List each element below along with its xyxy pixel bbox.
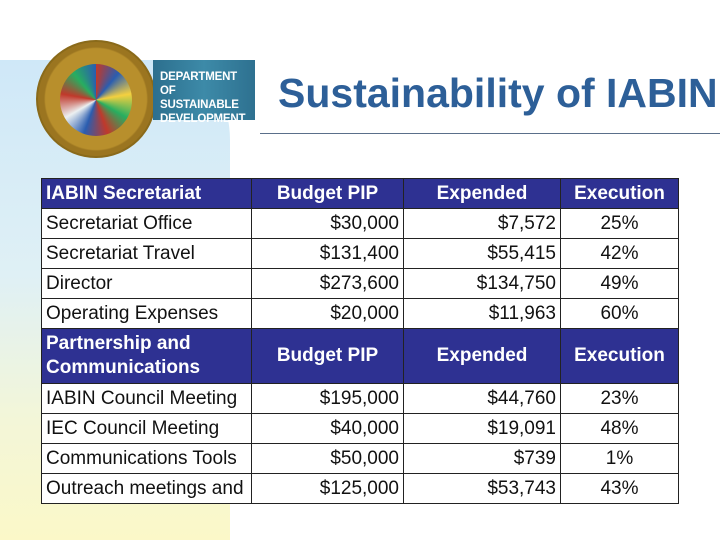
table-row — [42, 384, 679, 414]
table-cell: 1% — [561, 444, 679, 474]
table-cell: Director — [42, 269, 252, 299]
table-cell: 48% — [561, 414, 679, 444]
table-cell: $11,963 — [404, 299, 561, 329]
table-cell: $19,091 — [404, 414, 561, 444]
table-cell: Operating Expenses — [42, 299, 252, 329]
header-cell: Expended — [404, 329, 561, 384]
table-cell: $50,000 — [252, 444, 404, 474]
section-header-row — [42, 179, 679, 209]
header-cell: Partnership and Communications — [42, 329, 252, 384]
department-logo-plate — [153, 60, 255, 125]
table-row — [42, 299, 679, 329]
header-cell: Expended — [404, 179, 561, 209]
table-row — [42, 269, 679, 299]
table-cell: Outreach meetings and — [42, 474, 252, 504]
header-cell: Budget PIP — [252, 179, 404, 209]
table-cell: $134,750 — [404, 269, 561, 299]
table-cell: 25% — [561, 209, 679, 239]
table-row — [42, 444, 679, 474]
table-cell: Secretariat Travel — [42, 239, 252, 269]
section-header-row — [42, 329, 679, 384]
header-cell: Budget PIP — [252, 329, 404, 384]
table-cell: $131,400 — [252, 239, 404, 269]
table-cell: $55,415 — [404, 239, 561, 269]
table-cell: 43% — [561, 474, 679, 504]
oas-seal-logo — [36, 40, 156, 158]
budget-table — [41, 178, 679, 504]
table-cell: IEC Council Meeting — [42, 414, 252, 444]
table-cell: 60% — [561, 299, 679, 329]
table-cell: $44,760 — [404, 384, 561, 414]
table-cell: $739 — [404, 444, 561, 474]
table-cell: $125,000 — [252, 474, 404, 504]
table-cell: Secretariat Office — [42, 209, 252, 239]
table-cell: 49% — [561, 269, 679, 299]
slide-title: Sustainability of IABIN — [278, 70, 718, 116]
table-cell: $7,572 — [404, 209, 561, 239]
dept-line: DEPARTMENT OF — [160, 71, 238, 97]
table-cell: $30,000 — [252, 209, 404, 239]
table-cell: $273,600 — [252, 269, 404, 299]
dept-line: DEVELOPMENT — [160, 113, 246, 125]
table-cell: $40,000 — [252, 414, 404, 444]
title-divider — [260, 133, 720, 134]
table-row — [42, 474, 679, 504]
table-row — [42, 209, 679, 239]
table-cell: Communications Tools — [42, 444, 252, 474]
table-cell: $53,743 — [404, 474, 561, 504]
table-cell: 23% — [561, 384, 679, 414]
header-cell: Execution — [561, 179, 679, 209]
header-cell: Execution — [561, 329, 679, 384]
table-cell: $20,000 — [252, 299, 404, 329]
table-cell: IABIN Council Meeting — [42, 384, 252, 414]
header-cell: IABIN Secretariat — [42, 179, 252, 209]
table-cell: $195,000 — [252, 384, 404, 414]
table-row — [42, 239, 679, 269]
table-row — [42, 414, 679, 444]
dept-line: SUSTAINABLE — [160, 99, 239, 111]
table-cell: 42% — [561, 239, 679, 269]
